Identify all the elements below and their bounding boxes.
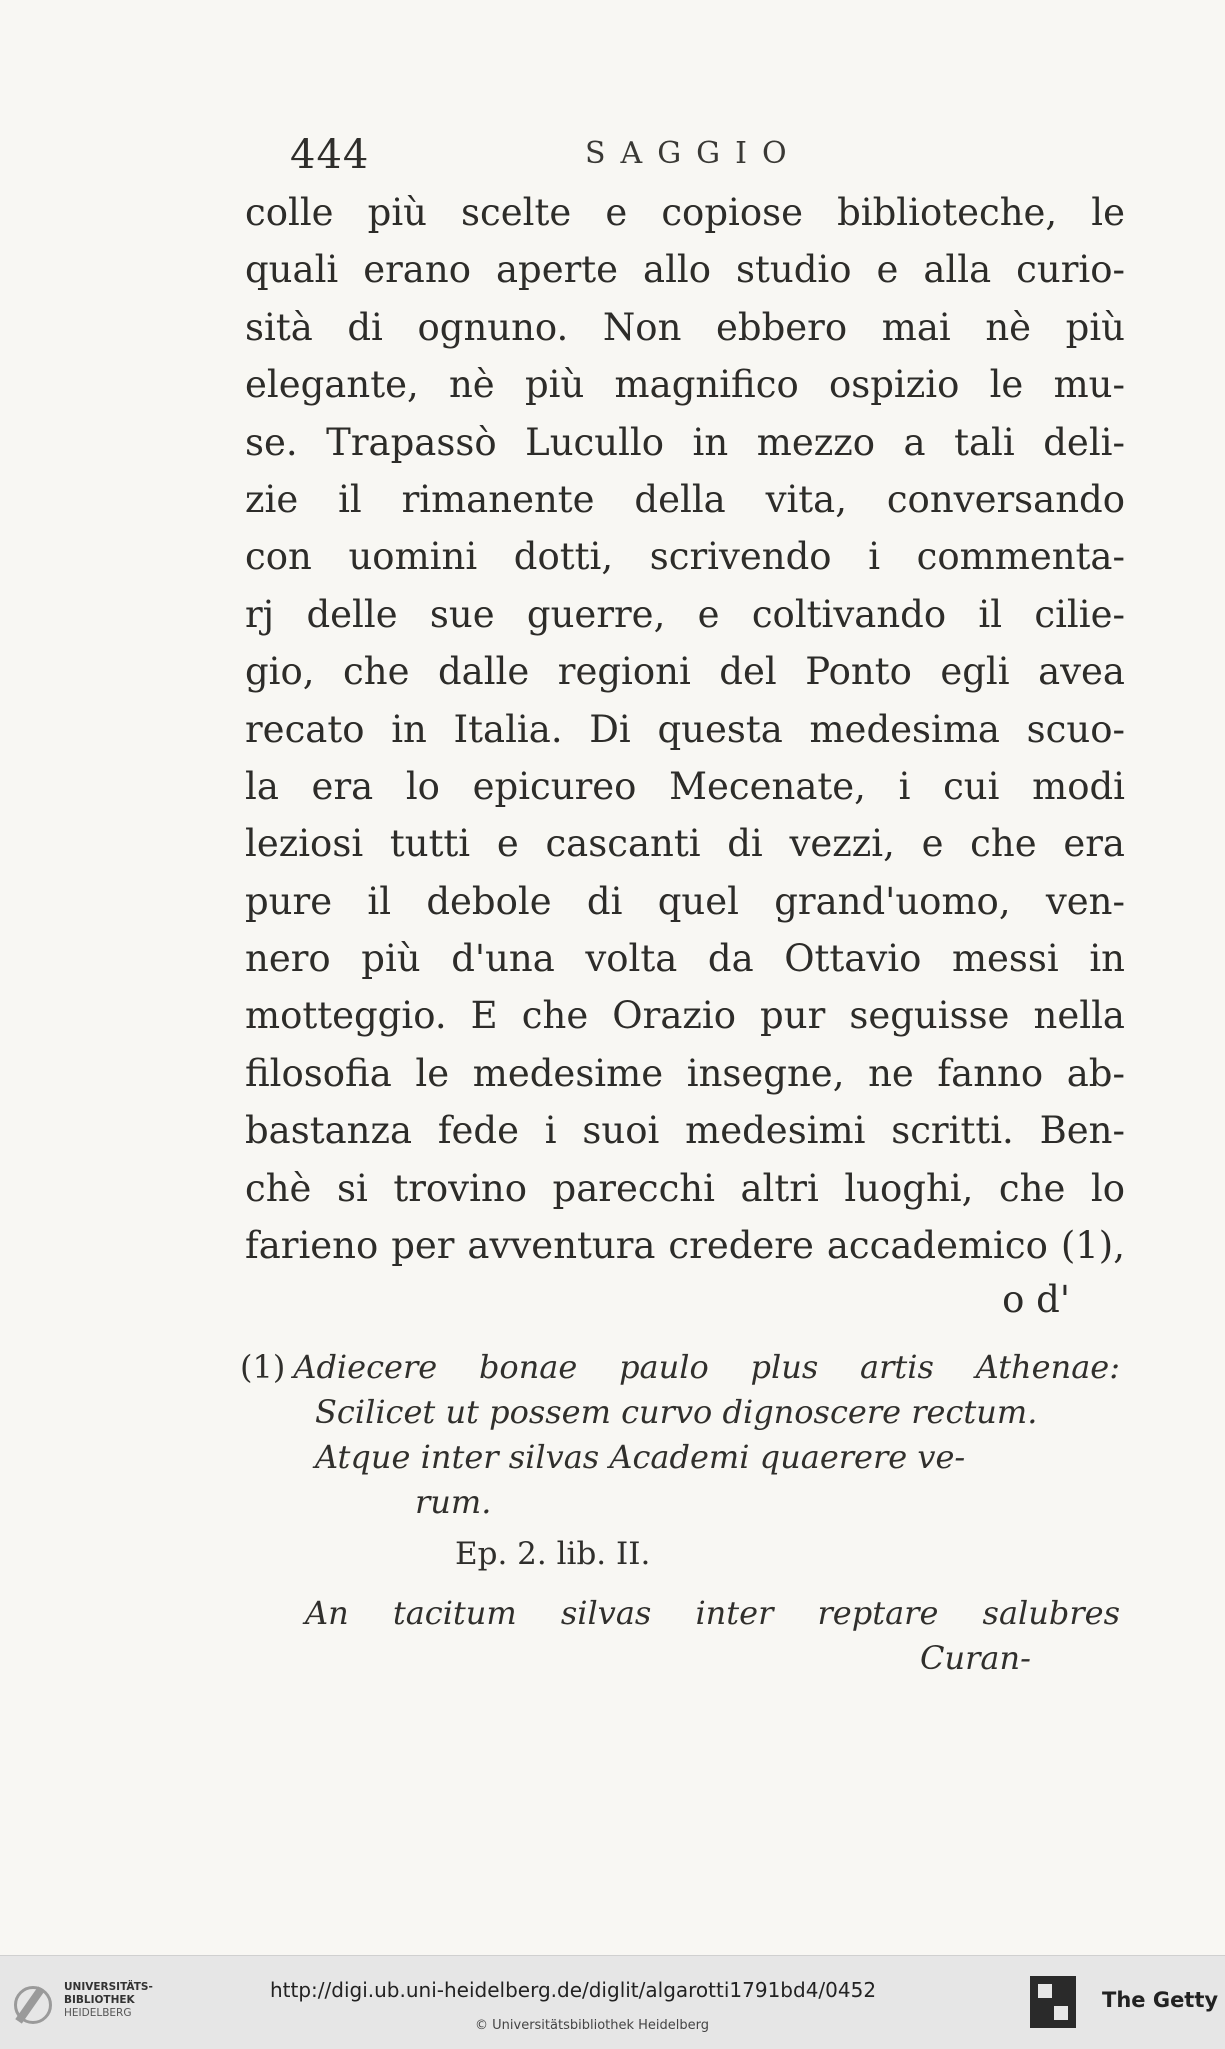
- viewer-footer: [0, 1955, 1225, 2049]
- footnote-line: rum.: [415, 1483, 492, 1521]
- university-library-logo-icon: [14, 1986, 52, 2024]
- text-line: bastanza fede i suoi medesimi scritti. Ben-: [245, 1109, 1125, 1153]
- library-name-line: UNIVERSITÄTS-: [64, 1981, 153, 1993]
- text-line: sità di ognuno. Non ebbero mai nè più: [245, 305, 1125, 349]
- text-line: se. Trapassò Lucullo in mezzo a tali deli-: [245, 420, 1125, 464]
- text-line: rj delle sue guerre, e coltivando il cilie-: [245, 592, 1125, 636]
- footnote-line: Scilicet ut possem curvo dignoscere rectum.: [315, 1393, 1038, 1431]
- text-line: quali erano aperte allo studio e alla curio-: [245, 248, 1125, 292]
- footnote-text: Adiecere bonae paulo plus artis Athenae:: [293, 1348, 1120, 1386]
- text-line: recato in Italia. Di questa medesima scuo-: [245, 707, 1125, 751]
- text-line: gio, che dalle regioni del Ponto egli avea: [245, 650, 1125, 694]
- text-line: chè si trovino parecchi altri luoghi, che lo: [245, 1166, 1125, 1210]
- copyright-notice: © Universitätsbibliothek Heidelberg: [475, 2018, 710, 2033]
- text-line: con uomini dotti, scrivendo i commenta-: [245, 535, 1125, 579]
- body-text: [245, 184, 1125, 1274]
- catchword: o d': [1002, 1278, 1070, 1321]
- running-head: SAGGIO: [585, 136, 802, 171]
- page-header: [290, 132, 1120, 192]
- text-line: nero più d'una volta da Ottavio messi in: [245, 937, 1125, 981]
- text-line: leziosi tutti e cascanti di vezzi, e che era: [245, 822, 1125, 866]
- footnote-catchword: Curan-: [920, 1639, 1031, 1677]
- text-line: farieno per avventura credere accademico (1),: [245, 1224, 1125, 1268]
- page-number: 444: [290, 132, 370, 178]
- text-line: filosofia le medesime insegne, ne fanno ab-: [245, 1051, 1125, 1095]
- footnote-line: An tacitum silvas inter reptare salubres: [305, 1594, 1120, 1632]
- text-line: zie il rimanente della vita, conversando: [245, 477, 1125, 521]
- footnote: [240, 1345, 1120, 1681]
- library-name-line: HEIDELBERG: [64, 2007, 132, 2019]
- text-line: pure il debole di quel grand'uomo, ven-: [245, 879, 1125, 923]
- library-name-line: BIBLIOTHEK: [64, 1994, 135, 2006]
- text-line: motteggio. E che Orazio pur seguisse nella: [245, 994, 1125, 1038]
- text-line: elegante, nè più magnifico ospizio le mu-: [245, 363, 1125, 407]
- text-line: la era lo epicureo Mecenate, i cui modi: [245, 764, 1125, 808]
- footnote-line: Atque inter silvas Academi quaerere ve-: [315, 1438, 966, 1476]
- university-library-name: [64, 1981, 174, 2020]
- footnote-marker: (1): [240, 1348, 286, 1386]
- footnote-reference: Ep. 2. lib. II.: [455, 1536, 651, 1572]
- footnote-line: [240, 1345, 1120, 1390]
- getty-logo-icon: [1030, 1976, 1076, 2028]
- permalink-url[interactable]: http://digi.ub.uni-heidelberg.de/diglit/algarotti1791bd4/0452: [270, 1978, 877, 2002]
- text-line: colle più scelte e copiose biblioteche, le: [245, 191, 1125, 234]
- getty-name: The Getty: [1102, 1988, 1219, 2012]
